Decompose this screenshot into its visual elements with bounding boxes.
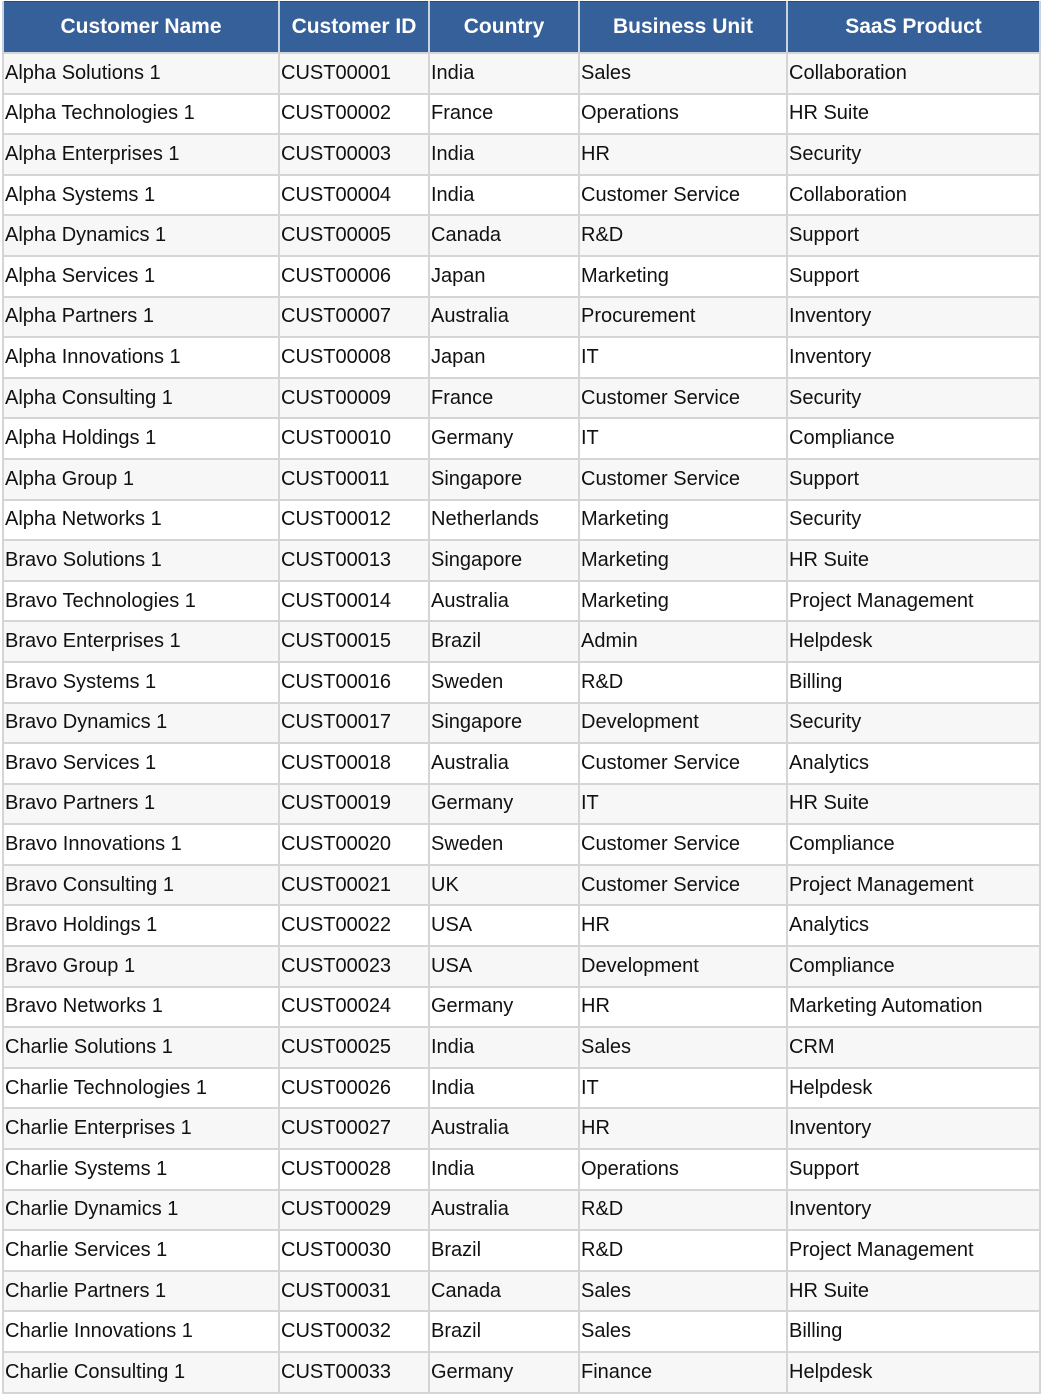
- customer-name-cell[interactable]: Charlie Technologies 1: [3, 1068, 279, 1109]
- customer-table: [2, 1, 1041, 1394]
- customer-id-cell[interactable]: CUST00027: [279, 1108, 429, 1149]
- customer-name-cell[interactable]: Charlie Dynamics 1: [3, 1190, 279, 1231]
- customer-id-cell[interactable]: CUST00003: [279, 134, 429, 175]
- business-unit-cell[interactable]: IT: [579, 784, 787, 825]
- header-business-unit[interactable]: Business Unit: [579, 2, 787, 54]
- country-cell[interactable]: France: [429, 378, 579, 419]
- customer-name-cell[interactable]: Bravo Networks 1: [3, 987, 279, 1028]
- customer-name-cell[interactable]: Bravo Systems 1: [3, 662, 279, 703]
- saas-product-cell[interactable]: Project Management: [787, 1230, 1040, 1271]
- table-body: [3, 53, 1040, 1393]
- business-unit-cell[interactable]: Admin: [579, 621, 787, 662]
- table-row[interactable]: [3, 134, 1040, 175]
- saas-product-cell[interactable]: Helpdesk: [787, 1352, 1040, 1393]
- customer-id-cell[interactable]: CUST00032: [279, 1311, 429, 1352]
- customer-id-cell[interactable]: CUST00012: [279, 500, 429, 541]
- table-row[interactable]: [3, 703, 1040, 744]
- country-cell[interactable]: Brazil: [429, 1311, 579, 1352]
- business-unit-cell[interactable]: IT: [579, 418, 787, 459]
- country-cell[interactable]: Japan: [429, 256, 579, 297]
- country-cell[interactable]: Sweden: [429, 824, 579, 865]
- table-row[interactable]: [3, 987, 1040, 1028]
- customer-name-cell[interactable]: Bravo Group 1: [3, 946, 279, 987]
- table-row[interactable]: [3, 1068, 1040, 1109]
- customer-name-cell[interactable]: Charlie Consulting 1: [3, 1352, 279, 1393]
- saas-product-cell[interactable]: Helpdesk: [787, 1068, 1040, 1109]
- customer-id-cell[interactable]: CUST00029: [279, 1190, 429, 1231]
- customer-name-cell[interactable]: Alpha Systems 1: [3, 175, 279, 216]
- customer-id-cell[interactable]: CUST00006: [279, 256, 429, 297]
- customer-id-cell[interactable]: CUST00021: [279, 865, 429, 906]
- customer-id-cell[interactable]: CUST00022: [279, 905, 429, 946]
- table-row[interactable]: [3, 215, 1040, 256]
- country-cell[interactable]: Brazil: [429, 621, 579, 662]
- customer-name-cell[interactable]: Bravo Consulting 1: [3, 865, 279, 906]
- country-cell[interactable]: India: [429, 53, 579, 94]
- table-row[interactable]: [3, 1108, 1040, 1149]
- customer-name-cell[interactable]: Bravo Innovations 1: [3, 824, 279, 865]
- customer-id-cell[interactable]: CUST00002: [279, 94, 429, 135]
- customer-id-cell[interactable]: CUST00025: [279, 1027, 429, 1068]
- table-row[interactable]: [3, 500, 1040, 541]
- business-unit-cell[interactable]: Sales: [579, 1027, 787, 1068]
- country-cell[interactable]: India: [429, 1149, 579, 1190]
- business-unit-cell[interactable]: Operations: [579, 1149, 787, 1190]
- business-unit-cell[interactable]: Marketing: [579, 256, 787, 297]
- customer-name-cell[interactable]: Charlie Services 1: [3, 1230, 279, 1271]
- customer-name-cell[interactable]: Bravo Services 1: [3, 743, 279, 784]
- saas-product-cell[interactable]: Analytics: [787, 743, 1040, 784]
- country-cell[interactable]: India: [429, 1027, 579, 1068]
- business-unit-cell[interactable]: Customer Service: [579, 865, 787, 906]
- customer-id-cell[interactable]: CUST00015: [279, 621, 429, 662]
- business-unit-cell[interactable]: Customer Service: [579, 824, 787, 865]
- business-unit-cell[interactable]: R&D: [579, 1230, 787, 1271]
- country-cell[interactable]: Australia: [429, 297, 579, 338]
- table-row[interactable]: [3, 53, 1040, 94]
- table-row[interactable]: [3, 540, 1040, 581]
- business-unit-cell[interactable]: IT: [579, 337, 787, 378]
- business-unit-cell[interactable]: HR: [579, 905, 787, 946]
- business-unit-cell[interactable]: Customer Service: [579, 743, 787, 784]
- saas-product-cell[interactable]: Support: [787, 459, 1040, 500]
- saas-product-cell[interactable]: Billing: [787, 662, 1040, 703]
- customer-id-cell[interactable]: CUST00004: [279, 175, 429, 216]
- customer-name-cell[interactable]: Alpha Holdings 1: [3, 418, 279, 459]
- saas-product-cell[interactable]: HR Suite: [787, 1271, 1040, 1312]
- saas-product-cell[interactable]: Support: [787, 1149, 1040, 1190]
- customer-name-cell[interactable]: Alpha Consulting 1: [3, 378, 279, 419]
- country-cell[interactable]: Japan: [429, 337, 579, 378]
- table-row[interactable]: [3, 1190, 1040, 1231]
- business-unit-cell[interactable]: HR: [579, 134, 787, 175]
- customer-id-cell[interactable]: CUST00001: [279, 53, 429, 94]
- customer-id-cell[interactable]: CUST00014: [279, 581, 429, 622]
- customer-id-cell[interactable]: CUST00018: [279, 743, 429, 784]
- table-row[interactable]: [3, 175, 1040, 216]
- saas-product-cell[interactable]: Inventory: [787, 1108, 1040, 1149]
- table-row[interactable]: [3, 1230, 1040, 1271]
- table-row[interactable]: [3, 1311, 1040, 1352]
- table-row[interactable]: [3, 946, 1040, 987]
- country-cell[interactable]: Singapore: [429, 540, 579, 581]
- customer-id-cell[interactable]: CUST00009: [279, 378, 429, 419]
- customer-id-cell[interactable]: CUST00033: [279, 1352, 429, 1393]
- business-unit-cell[interactable]: Sales: [579, 1271, 787, 1312]
- business-unit-cell[interactable]: Marketing: [579, 581, 787, 622]
- header-row: [3, 2, 1040, 54]
- business-unit-cell[interactable]: Customer Service: [579, 175, 787, 216]
- saas-product-cell[interactable]: Collaboration: [787, 53, 1040, 94]
- table-header: [3, 2, 1040, 54]
- business-unit-cell[interactable]: R&D: [579, 1190, 787, 1231]
- customer-name-cell[interactable]: Alpha Dynamics 1: [3, 215, 279, 256]
- customer-name-cell[interactable]: Bravo Technologies 1: [3, 581, 279, 622]
- country-cell[interactable]: Germany: [429, 987, 579, 1028]
- saas-product-cell[interactable]: Compliance: [787, 418, 1040, 459]
- table-row[interactable]: [3, 1149, 1040, 1190]
- table-row[interactable]: [3, 337, 1040, 378]
- table-row[interactable]: [3, 1271, 1040, 1312]
- customer-id-cell[interactable]: CUST00019: [279, 784, 429, 825]
- saas-product-cell[interactable]: Analytics: [787, 905, 1040, 946]
- business-unit-cell[interactable]: Operations: [579, 94, 787, 135]
- country-cell[interactable]: Australia: [429, 743, 579, 784]
- customer-name-cell[interactable]: Charlie Enterprises 1: [3, 1108, 279, 1149]
- country-cell[interactable]: Singapore: [429, 703, 579, 744]
- country-cell[interactable]: Singapore: [429, 459, 579, 500]
- table-row[interactable]: [3, 824, 1040, 865]
- country-cell[interactable]: Australia: [429, 1108, 579, 1149]
- table-row[interactable]: [3, 378, 1040, 419]
- customer-id-cell[interactable]: CUST00020: [279, 824, 429, 865]
- business-unit-cell[interactable]: R&D: [579, 662, 787, 703]
- customer-id-cell[interactable]: CUST00013: [279, 540, 429, 581]
- saas-product-cell[interactable]: Inventory: [787, 1190, 1040, 1231]
- saas-product-cell[interactable]: Support: [787, 256, 1040, 297]
- country-cell[interactable]: Canada: [429, 1271, 579, 1312]
- saas-product-cell[interactable]: Security: [787, 378, 1040, 419]
- business-unit-cell[interactable]: IT: [579, 1068, 787, 1109]
- saas-product-cell[interactable]: HR Suite: [787, 540, 1040, 581]
- saas-product-cell[interactable]: Billing: [787, 1311, 1040, 1352]
- business-unit-cell[interactable]: Marketing: [579, 540, 787, 581]
- business-unit-cell[interactable]: Marketing: [579, 500, 787, 541]
- saas-product-cell[interactable]: Helpdesk: [787, 621, 1040, 662]
- saas-product-cell[interactable]: Marketing Automation: [787, 987, 1040, 1028]
- customer-id-cell[interactable]: CUST00028: [279, 1149, 429, 1190]
- customer-name-cell[interactable]: Charlie Partners 1: [3, 1271, 279, 1312]
- customer-id-cell[interactable]: CUST00024: [279, 987, 429, 1028]
- table-row[interactable]: [3, 743, 1040, 784]
- business-unit-cell[interactable]: Development: [579, 703, 787, 744]
- customer-name-cell[interactable]: Alpha Group 1: [3, 459, 279, 500]
- table-row[interactable]: [3, 662, 1040, 703]
- customer-id-cell[interactable]: CUST00005: [279, 215, 429, 256]
- business-unit-cell[interactable]: Procurement: [579, 297, 787, 338]
- saas-product-cell[interactable]: Inventory: [787, 337, 1040, 378]
- saas-product-cell[interactable]: Collaboration: [787, 175, 1040, 216]
- saas-product-cell[interactable]: CRM: [787, 1027, 1040, 1068]
- customer-name-cell[interactable]: Charlie Solutions 1: [3, 1027, 279, 1068]
- saas-product-cell[interactable]: Security: [787, 703, 1040, 744]
- country-cell[interactable]: USA: [429, 905, 579, 946]
- table-row[interactable]: [3, 581, 1040, 622]
- saas-product-cell[interactable]: Security: [787, 500, 1040, 541]
- business-unit-cell[interactable]: HR: [579, 987, 787, 1028]
- customer-name-cell[interactable]: Alpha Innovations 1: [3, 337, 279, 378]
- customer-id-cell[interactable]: CUST00031: [279, 1271, 429, 1312]
- saas-product-cell[interactable]: Compliance: [787, 824, 1040, 865]
- customer-name-cell[interactable]: Bravo Solutions 1: [3, 540, 279, 581]
- business-unit-cell[interactable]: Sales: [579, 53, 787, 94]
- header-country[interactable]: Country: [429, 2, 579, 54]
- business-unit-cell[interactable]: Customer Service: [579, 459, 787, 500]
- business-unit-cell[interactable]: R&D: [579, 215, 787, 256]
- country-cell[interactable]: India: [429, 175, 579, 216]
- customer-id-cell[interactable]: CUST00017: [279, 703, 429, 744]
- table-row[interactable]: [3, 784, 1040, 825]
- table-row[interactable]: [3, 905, 1040, 946]
- table-row[interactable]: [3, 418, 1040, 459]
- header-customer-id[interactable]: Customer ID: [279, 2, 429, 54]
- customer-name-cell[interactable]: Alpha Solutions 1: [3, 53, 279, 94]
- business-unit-cell[interactable]: HR: [579, 1108, 787, 1149]
- customer-name-cell[interactable]: Charlie Systems 1: [3, 1149, 279, 1190]
- customer-id-cell[interactable]: CUST00011: [279, 459, 429, 500]
- country-cell[interactable]: Germany: [429, 418, 579, 459]
- customer-id-cell[interactable]: CUST00007: [279, 297, 429, 338]
- country-cell[interactable]: France: [429, 94, 579, 135]
- customer-id-cell[interactable]: CUST00023: [279, 946, 429, 987]
- table-row[interactable]: [3, 1027, 1040, 1068]
- customer-name-cell[interactable]: Bravo Holdings 1: [3, 905, 279, 946]
- customer-id-cell[interactable]: CUST00010: [279, 418, 429, 459]
- customer-name-cell[interactable]: Alpha Partners 1: [3, 297, 279, 338]
- business-unit-cell[interactable]: Development: [579, 946, 787, 987]
- customer-name-cell[interactable]: Bravo Enterprises 1: [3, 621, 279, 662]
- country-cell[interactable]: Netherlands: [429, 500, 579, 541]
- table-row[interactable]: [3, 94, 1040, 135]
- business-unit-cell[interactable]: Finance: [579, 1352, 787, 1393]
- saas-product-cell[interactable]: Project Management: [787, 581, 1040, 622]
- customer-name-cell[interactable]: Charlie Innovations 1: [3, 1311, 279, 1352]
- table-row[interactable]: [3, 459, 1040, 500]
- customer-id-cell[interactable]: CUST00008: [279, 337, 429, 378]
- customer-id-cell[interactable]: CUST00026: [279, 1068, 429, 1109]
- country-cell[interactable]: Canada: [429, 215, 579, 256]
- table-row[interactable]: [3, 256, 1040, 297]
- customer-name-cell[interactable]: Alpha Enterprises 1: [3, 134, 279, 175]
- business-unit-cell[interactable]: Customer Service: [579, 378, 787, 419]
- table-row[interactable]: [3, 297, 1040, 338]
- header-saas-product[interactable]: SaaS Product: [787, 2, 1040, 54]
- header-customer-name[interactable]: Customer Name: [3, 2, 279, 54]
- saas-product-cell[interactable]: HR Suite: [787, 94, 1040, 135]
- business-unit-cell[interactable]: Sales: [579, 1311, 787, 1352]
- saas-product-cell[interactable]: Compliance: [787, 946, 1040, 987]
- country-cell[interactable]: Australia: [429, 581, 579, 622]
- country-cell[interactable]: Sweden: [429, 662, 579, 703]
- saas-product-cell[interactable]: Project Management: [787, 865, 1040, 906]
- country-cell[interactable]: India: [429, 1068, 579, 1109]
- table-row[interactable]: [3, 865, 1040, 906]
- country-cell[interactable]: Germany: [429, 1352, 579, 1393]
- customer-name-cell[interactable]: Bravo Partners 1: [3, 784, 279, 825]
- customer-name-cell[interactable]: Alpha Technologies 1: [3, 94, 279, 135]
- table-row[interactable]: [3, 1352, 1040, 1393]
- customer-name-cell[interactable]: Alpha Services 1: [3, 256, 279, 297]
- country-cell[interactable]: Germany: [429, 784, 579, 825]
- saas-product-cell[interactable]: Support: [787, 215, 1040, 256]
- saas-product-cell[interactable]: Inventory: [787, 297, 1040, 338]
- saas-product-cell[interactable]: Security: [787, 134, 1040, 175]
- customer-name-cell[interactable]: Bravo Dynamics 1: [3, 703, 279, 744]
- customer-id-cell[interactable]: CUST00030: [279, 1230, 429, 1271]
- table-row[interactable]: [3, 621, 1040, 662]
- customer-name-cell[interactable]: Alpha Networks 1: [3, 500, 279, 541]
- country-cell[interactable]: Australia: [429, 1190, 579, 1231]
- country-cell[interactable]: USA: [429, 946, 579, 987]
- country-cell[interactable]: Brazil: [429, 1230, 579, 1271]
- customer-id-cell[interactable]: CUST00016: [279, 662, 429, 703]
- country-cell[interactable]: UK: [429, 865, 579, 906]
- country-cell[interactable]: India: [429, 134, 579, 175]
- saas-product-cell[interactable]: HR Suite: [787, 784, 1040, 825]
